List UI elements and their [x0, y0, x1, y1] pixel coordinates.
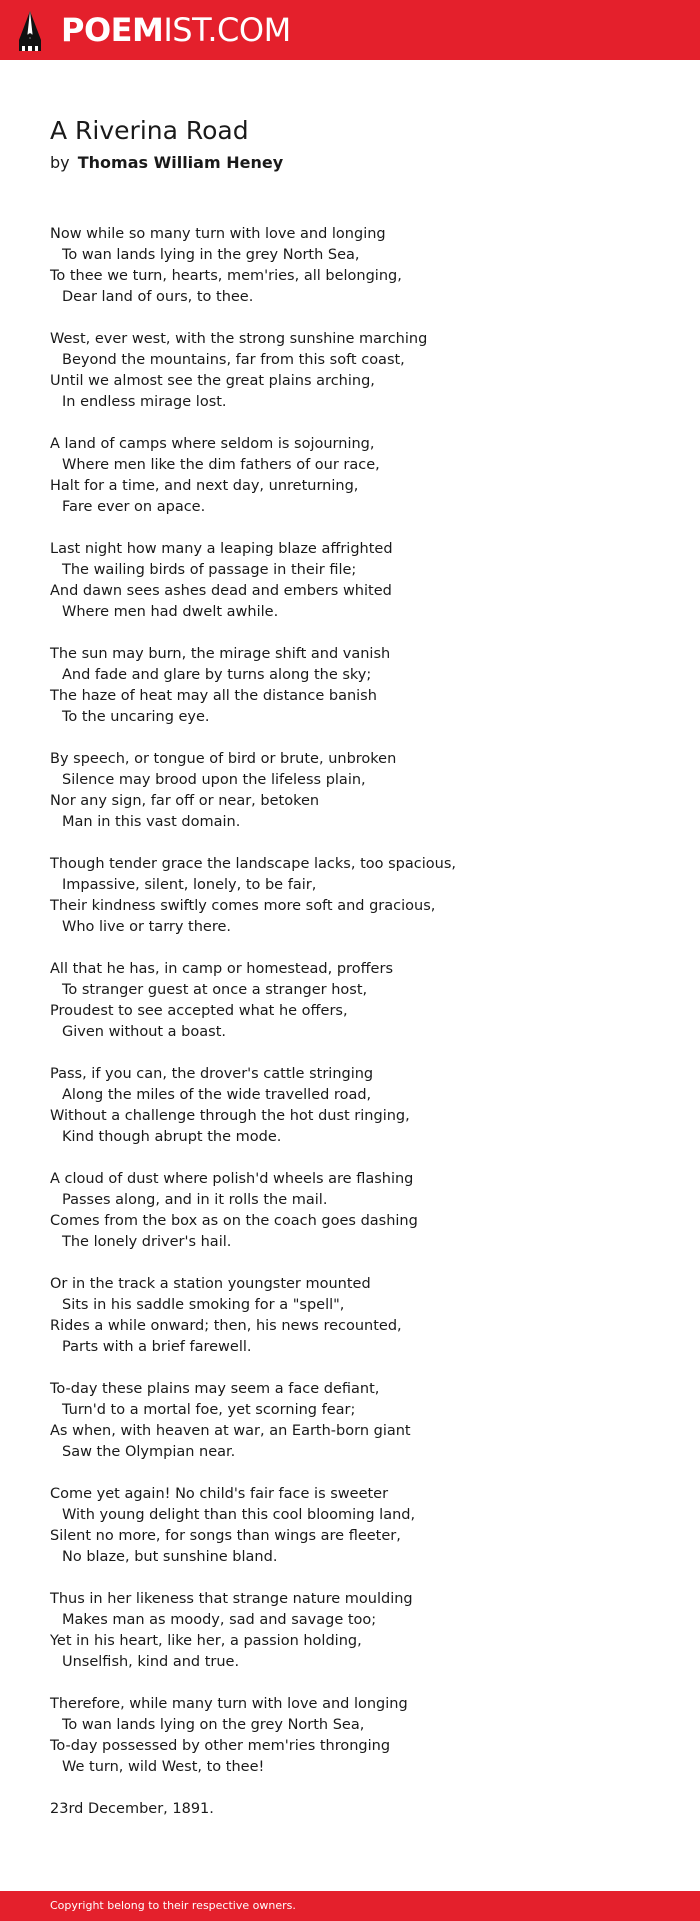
poem-line: To-day these plains may seem a face defiant,	[50, 1381, 380, 1397]
poem-line: Last night how many a leaping blaze affrighted	[50, 541, 393, 557]
poem-line: Without a challenge through the hot dust ringing,	[50, 1108, 410, 1124]
poem-line: Come yet again! No child's fair face is sweeter	[50, 1486, 389, 1502]
stanza	[50, 329, 670, 413]
by-label: by	[50, 153, 70, 172]
logo-bold-text: POEM	[61, 11, 164, 49]
poem-line: We turn, wild West, to thee!	[62, 1759, 265, 1775]
poem-line: A land of camps where seldom is sojourning,	[50, 436, 375, 452]
poem-line: Where men like the dim fathers of our race,	[62, 457, 380, 473]
stanza	[50, 1169, 670, 1253]
poem-line: With young delight than this cool blooming land,	[62, 1507, 416, 1523]
poem-line: And dawn sees ashes dead and embers whited	[50, 583, 392, 599]
poem-line: To thee we turn, hearts, mem'ries, all belonging,	[50, 268, 402, 284]
poem-line: By speech, or tongue of bird or brute, unbroken	[50, 751, 397, 767]
poem-line: Their kindness swiftly comes more soft and gracious,	[50, 898, 436, 914]
stanza	[50, 539, 670, 623]
poem-line: Unselfish, kind and true.	[62, 1654, 240, 1670]
poem-line: Yet in his heart, like her, a passion holding,	[50, 1633, 362, 1649]
site-footer	[0, 1891, 700, 1921]
poem-line: Now while so many turn with love and longing	[50, 226, 386, 242]
poem-line: Silence may brood upon the lifeless plain,	[62, 772, 366, 788]
poem-line: Where men had dwelt awhile.	[62, 604, 279, 620]
poem-line: Man in this vast domain.	[62, 814, 241, 830]
poem-line: Nor any sign, far off or near, betoken	[50, 793, 320, 809]
poem-line: West, ever west, with the strong sunshine marching	[50, 331, 428, 347]
stanza	[50, 1274, 670, 1358]
poem-line: To wan lands lying in the grey North Sea,	[62, 247, 360, 263]
poem-line: Along the miles of the wide travelled road,	[62, 1087, 372, 1103]
poem-line: The wailing birds of passage in their file;	[62, 562, 357, 578]
stanza	[50, 224, 670, 308]
poem-line: To stranger guest at once a stranger host,	[62, 982, 368, 998]
poem-line: A cloud of dust where polish'd wheels are flashing	[50, 1171, 414, 1187]
stanza	[50, 854, 670, 938]
poem-line: To the uncaring eye.	[62, 709, 210, 725]
poem-line: Fare ever on apace.	[62, 499, 206, 515]
pen-nib-icon	[18, 10, 42, 52]
stanza	[50, 749, 670, 833]
stanza	[50, 1484, 670, 1568]
poem-line: Proudest to see accepted what he offers,	[50, 1003, 348, 1019]
stanza	[50, 1694, 670, 1778]
poem-line: Sits in his saddle smoking for a "spell",	[62, 1297, 345, 1313]
stanza	[50, 1379, 670, 1463]
poem-line: Passes along, and in it rolls the mail.	[62, 1192, 328, 1208]
poem-line: Dear land of ours, to thee.	[62, 289, 254, 305]
poem-date: 23rd December, 1891.	[50, 1801, 214, 1817]
logo-light-text: IST.COM	[163, 11, 291, 49]
poem-title: A Riverina Road	[50, 116, 249, 145]
poem-line: Or in the track a station youngster mounted	[50, 1276, 371, 1292]
stanza	[50, 1589, 670, 1673]
stanza	[50, 644, 670, 728]
poem-line: Parts with a brief farewell.	[62, 1339, 252, 1355]
stanza	[50, 434, 670, 518]
poem-line: Impassive, silent, lonely, to be fair,	[62, 877, 317, 893]
poem-line: Comes from the box as on the coach goes dashing	[50, 1213, 418, 1229]
poem-line: Kind though abrupt the mode.	[62, 1129, 282, 1145]
stanza	[50, 959, 670, 1043]
poem-line: As when, with heaven at war, an Earth-born giant	[50, 1423, 411, 1439]
site-header	[0, 0, 700, 60]
poem-line: Saw the Olympian near.	[62, 1444, 236, 1460]
poem-line: Halt for a time, and next day, unreturning,	[50, 478, 359, 494]
poem-line: Beyond the mountains, far from this soft coast,	[62, 352, 405, 368]
poem-line: No blaze, but sunshine bland.	[62, 1549, 278, 1565]
poem-line: Makes man as moody, sad and savage too;	[62, 1612, 377, 1628]
poem-body	[50, 224, 670, 1778]
site-logo[interactable]	[61, 11, 291, 49]
poem-line: Rides a while onward; then, his news recounted,	[50, 1318, 402, 1334]
stanza	[50, 1064, 670, 1148]
poem-line: In endless mirage lost.	[62, 394, 227, 410]
poem-line: And fade and glare by turns along the sky;	[62, 667, 372, 683]
poem-line: Turn'd to a mortal foe, yet scorning fear;	[62, 1402, 356, 1418]
poem-line: The sun may burn, the mirage shift and vanish	[50, 646, 391, 662]
poem-line: The lonely driver's hail.	[62, 1234, 232, 1250]
poem-line: Given without a boast.	[62, 1024, 226, 1040]
poem-line: Though tender grace the landscape lacks, too spacious,	[50, 856, 456, 872]
poem-line: Silent no more, for songs than wings are fleeter,	[50, 1528, 401, 1544]
poem-line: All that he has, in camp or homestead, proffers	[50, 961, 393, 977]
poem-content	[50, 112, 670, 1820]
poem-line: To-day possessed by other mem'ries thronging	[50, 1738, 391, 1754]
copyright-text: Copyright belong to their respective owners.	[50, 1899, 296, 1912]
poem-line: Until we almost see the great plains arching,	[50, 373, 375, 389]
poem-line: Therefore, while many turn with love and longing	[50, 1696, 408, 1712]
byline	[50, 150, 670, 176]
author-name: Thomas William Heney	[77, 153, 284, 172]
poem-line: The haze of heat may all the distance banish	[50, 688, 377, 704]
poem-line: Thus in her likeness that strange nature moulding	[50, 1591, 413, 1607]
poem-line: Pass, if you can, the drover's cattle stringing	[50, 1066, 374, 1082]
poem-line: To wan lands lying on the grey North Sea,	[62, 1717, 365, 1733]
poem-line: Who live or tarry there.	[62, 919, 232, 935]
